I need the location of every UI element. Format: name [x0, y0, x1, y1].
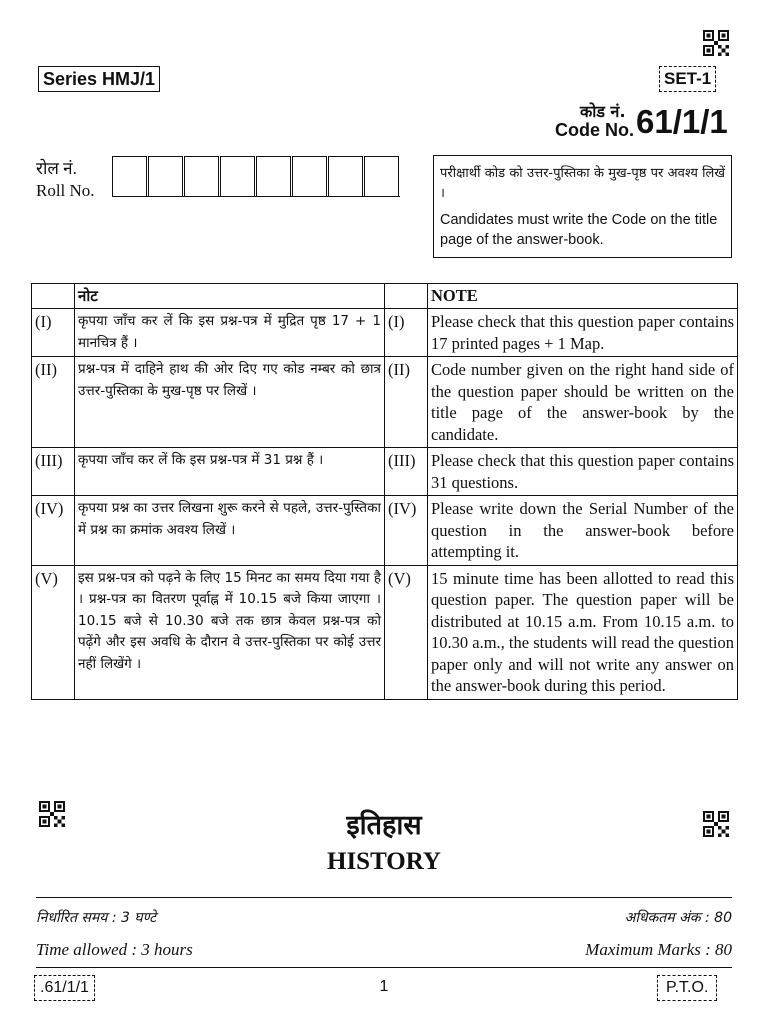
time-allowed-hindi: निर्धारित समय : 3 घण्टे	[36, 910, 157, 926]
footer-code: .61/1/1	[34, 975, 95, 1001]
roll-label-hindi: रोल नं.	[36, 159, 77, 178]
roll-digit-box	[148, 156, 183, 196]
divider	[36, 897, 732, 898]
notes-header-row	[32, 284, 738, 309]
set-label: SET-1	[659, 66, 716, 92]
page-number: 1	[379, 978, 389, 995]
instruction-hindi: परीक्षार्थी कोड को उत्तर-पुस्तिका के मुख-पृष्ठ पर अवश्य लिखें ।	[440, 166, 725, 201]
note-text-english: Code number given on the right hand side of the question paper should be written on the title page of the answer-book by the candidate.	[428, 357, 738, 448]
time-allowed-english: Time allowed : 3 hours	[36, 940, 193, 959]
subject-title-hindi: इतिहास	[346, 810, 422, 841]
note-number: (V)	[385, 565, 428, 699]
roll-label-english: Roll No.	[36, 181, 95, 200]
roll-digit-box	[328, 156, 363, 196]
note-text-english: Please check that this question paper contains 17 printed pages + 1 Map.	[428, 309, 738, 357]
note-number: (IV)	[385, 496, 428, 566]
roll-digit-box	[220, 156, 255, 196]
note-number: (V)	[32, 565, 75, 699]
note-row	[32, 357, 738, 448]
instruction-english: Candidates must write the Code on the title page of the answer-book.	[440, 212, 718, 248]
code-label-hindi: कोड नं.	[580, 102, 626, 121]
max-marks-english: Maximum Marks : 80	[585, 940, 732, 959]
note-number: (I)	[32, 309, 75, 357]
code-number: 61/1/1	[636, 103, 728, 140]
note-number: (II)	[32, 357, 75, 448]
note-header-hindi: नोट	[75, 284, 385, 309]
note-header-english: NOTE	[428, 284, 738, 309]
roll-digit-box	[364, 156, 399, 196]
divider	[36, 967, 732, 968]
max-marks-hindi: अधिकतम अंक : 80	[624, 910, 732, 926]
note-row	[32, 496, 738, 566]
note-row	[32, 448, 738, 496]
series-label: Series HMJ/1	[38, 66, 160, 92]
note-text-hindi: कृपया जाँच कर लें कि इस प्रश्न-पत्र में 31 प्रश्न हैं ।	[75, 448, 385, 496]
notes-table	[31, 283, 738, 700]
roll-number-boxes	[112, 156, 400, 197]
roll-digit-box	[256, 156, 291, 196]
note-text-english: Please write down the Serial Number of the question in the answer-book before attempting it.	[428, 496, 738, 566]
roll-digit-box	[184, 156, 219, 196]
code-label-english: Code No.	[555, 120, 634, 140]
note-text-english: 15 minute time has been allotted to read this question paper. The question paper will be distributed at 10.15 a.m. From 10.15 a.m. to 10.30 a.m., the students will read the question paper only and will not write any answer on the answer-book during this period.	[428, 565, 738, 699]
roll-digit-box	[112, 156, 147, 196]
roll-digit-box	[292, 156, 327, 196]
note-number: (III)	[385, 448, 428, 496]
note-number: (I)	[385, 309, 428, 357]
subject-title-english: HISTORY	[327, 848, 441, 875]
note-text-hindi: कृपया जाँच कर लें कि इस प्रश्न-पत्र में मुद्रित पृष्ठ 17 + 1 मानचित्र हैं ।	[75, 309, 385, 357]
note-number: (IV)	[32, 496, 75, 566]
note-row	[32, 565, 738, 699]
pto-label: P.T.O.	[657, 975, 717, 1001]
note-text-hindi: प्रश्न-पत्र में दाहिने हाथ की ओर दिए गए कोड नम्बर को छात्र उत्तर-पुस्तिका के मुख-पृष्ठ पर लिखें ।	[75, 357, 385, 448]
candidate-instruction-box	[433, 155, 732, 258]
note-text-english: Please check that this question paper contains 31 questions.	[428, 448, 738, 496]
note-row	[32, 309, 738, 357]
note-text-hindi: इस प्रश्न-पत्र को पढ़ने के लिए 15 मिनट का समय दिया गया है । प्रश्न-पत्र का वितरण पूर्वाह्न में 10.15 बजे किया जाएगा । 10.15 बजे से 10.30 बजे तक छात्र केवल प्रश्न-पत्र को पढ़ेंगे और इस अवधि के दौरान वे उत्तर-पुस्तिका पर कोई उत्तर नहीं लिखेंगे ।	[75, 565, 385, 699]
qr-code-icon	[703, 30, 729, 56]
note-text-hindi: कृपया प्रश्न का उत्तर लिखना शुरू करने से पहले, उत्तर-पुस्तिका में प्रश्न का क्रमांक अवश्य लिखें ।	[75, 496, 385, 566]
note-number: (II)	[385, 357, 428, 448]
note-number: (III)	[32, 448, 75, 496]
